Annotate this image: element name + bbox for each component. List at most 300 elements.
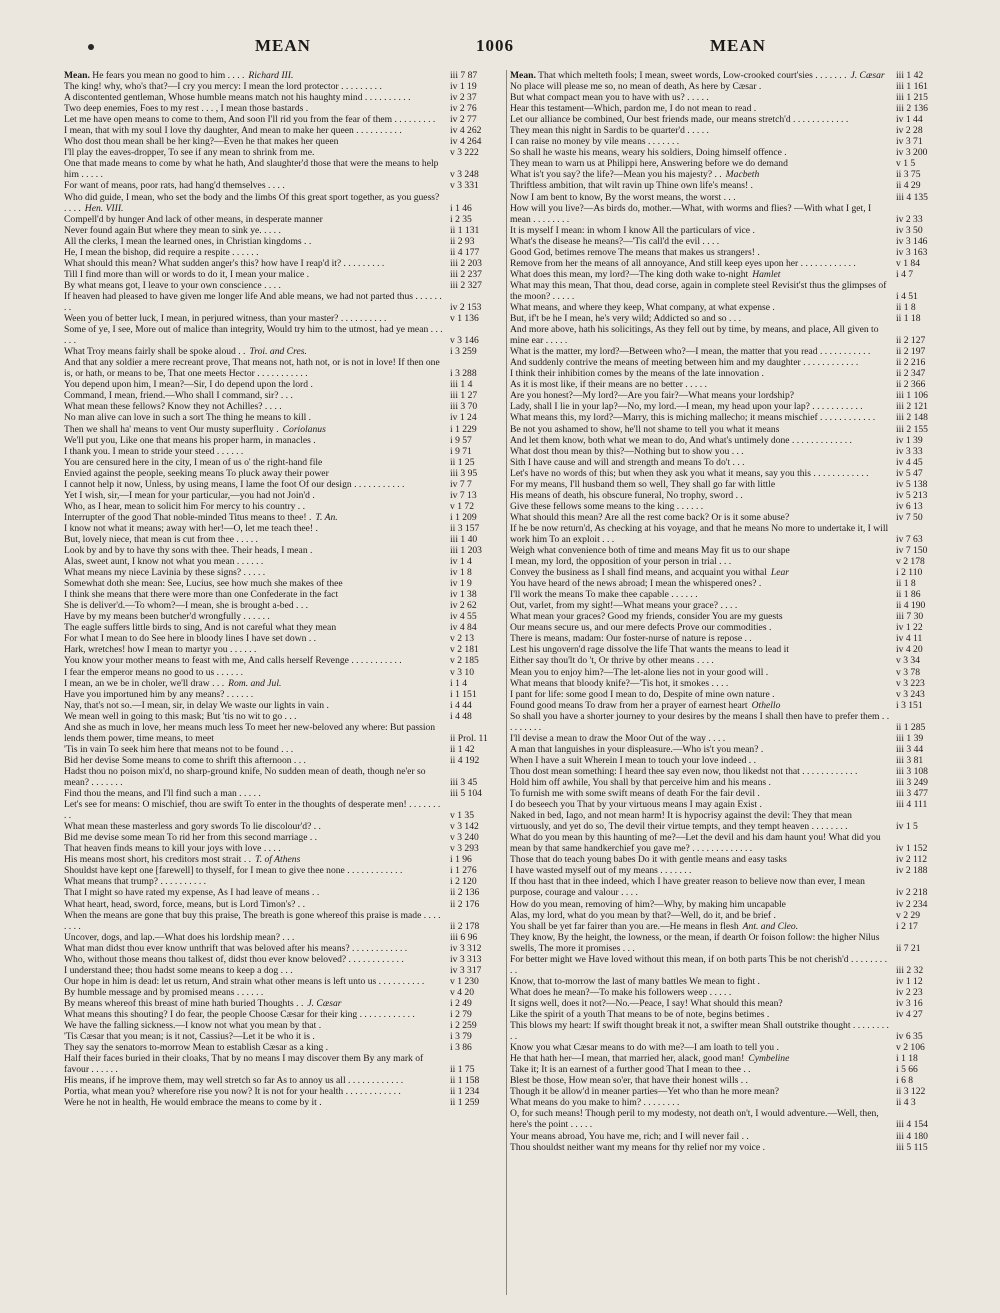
entry-quote [510,655,890,666]
act-scene-line-ref: iv 3 317 [450,964,482,976]
entry-quote [510,976,890,987]
concordance-entry [64,1009,506,1020]
entry-text: When I have a suit Wherein I mean to touch your love indeed . . [510,754,756,766]
concordance-entry [64,103,506,114]
concordance-entry [510,136,952,147]
act-scene-line-ref: iii 5 115 [896,1141,928,1153]
entry-text: A man that languishes in your displeasure.—Who is't you mean? . [510,743,764,755]
concordance-entry [64,1031,506,1042]
act-scene-line-ref: iii 3 81 [896,754,924,766]
concordance-entry [510,1086,952,1097]
entry-text: What may this mean, That thou, dead corse, again in complete steel Revisit'st thus the glimpses of the moon? . . . . . [510,279,887,302]
act-scene-line-ref: iv 3 71 [896,136,923,148]
entry-quote [510,81,890,92]
entry-quote [510,1053,890,1064]
entry-headword: Mean. [510,70,536,81]
entry-text: What's the disease he means?—'Tis call'd the evil . . . . [510,235,720,247]
concordance-entry [510,258,952,269]
concordance-entry [64,446,506,457]
entry-quote [64,81,444,92]
entry-text: No man alive can love in such a sort The thing he means to kill . [64,412,312,424]
concordance-entry [64,821,506,832]
concordance-entry [510,1131,952,1142]
entry-quote [64,799,444,821]
concordance-entry [510,147,952,158]
entry-text: He fears you mean no good to him . . . . [92,70,245,81]
act-scene-line-ref: ii 3 75 [896,169,921,181]
act-scene-line-ref: ii 2 347 [896,368,926,380]
entry-quote [64,722,444,744]
concordance-entry [64,678,506,689]
act-scene-line-ref: v 1 136 [450,313,479,325]
act-scene-line-ref: v 1 35 [450,810,474,822]
concordance-entry [510,379,952,390]
concordance-entry [510,479,952,490]
concordance-entry [510,611,952,622]
concordance-entry [510,854,952,865]
entry-quote [64,600,444,611]
act-scene-line-ref: i 1 209 [450,511,477,523]
entry-text: Who dost thou mean shall be her king?—Even he that makes her queen [64,136,339,148]
entry-text: Have you importuned him by any means? . . . . . . [64,688,254,700]
entry-text: Thriftless ambition, that wilt ravin up Thine own life's means! . [510,180,753,192]
concordance-entry [64,92,506,103]
entry-text: We mean well in going to this mask; But 'tis no wit to go . . . [64,710,297,722]
play-title: Macbeth [725,169,760,181]
act-scene-line-ref: ii 4 190 [896,600,926,612]
concordance-entry [510,180,952,191]
entry-quote [510,667,890,678]
entry-text: Your means abroad, You have me, rich; and I will never fail . . [510,1130,749,1142]
act-scene-line-ref: i 3 79 [450,1031,472,1043]
running-head-right: MEAN [710,36,766,55]
entry-quote [64,324,444,346]
concordance-entry [510,446,952,457]
entry-quote [64,854,444,865]
act-scene-line-ref: ii 1 25 [450,456,475,468]
act-scene-line-ref: iv 1 9 [450,578,472,590]
act-scene-line-ref: ii 4 29 [896,180,921,192]
act-scene-line-ref: iii 2 148 [896,412,928,424]
entry-quote [510,523,890,545]
entry-text: I think their inhibition comes by the means of the late innovation . [510,368,764,380]
concordance-entry [64,932,506,943]
entry-text: Two deep enemies, Foes to my rest . . . , I mean those bastards . [64,103,309,115]
entry-text: Mean you to enjoy him?—The let-alone lies not in your good will . [510,666,769,678]
concordance-entry [64,534,506,545]
concordance-entry [64,523,506,534]
entry-quote [510,147,890,158]
concordance-entry [510,976,952,987]
act-scene-line-ref: iii 3 44 [896,743,924,755]
bullet-mark [88,44,94,50]
concordance-entry [64,269,506,280]
concordance-entry [510,225,952,236]
act-scene-line-ref: ii 2 197 [896,346,926,358]
entry-quote [510,1009,890,1020]
entry-text: All the clerks, I mean the learned ones, in Christian kingdoms . . [64,235,312,247]
concordance-entry [510,236,952,247]
entry-text: Lady, shall I lie in your lap?—No, my lord.—I mean, my head upon your lap? . . . . . . . . . . . [510,401,863,413]
concordance-entry [64,225,506,236]
entry-text: But, if't be he I mean, he's very wild; Addicted so and so . . . [510,313,741,325]
act-scene-line-ref: iii 3 108 [896,765,928,777]
entry-quote [64,192,444,214]
concordance-entry [510,711,952,733]
entry-text: I have wasted myself out of my means . . . . . . . [510,865,692,877]
concordance-entry [64,965,506,976]
entry-text: Like the spirit of a youth That means to be of note, begins betimes . [510,1008,770,1020]
act-scene-line-ref: iv 2 218 [896,887,928,899]
entry-text: How will you live?—As birds do, mother.—What, with worms and flies? —With what I get, I mean . . . . . . . . [510,202,872,225]
entry-quote [510,357,890,368]
entry-quote [64,258,444,269]
act-scene-line-ref: i 3 151 [896,699,923,711]
entry-quote [510,247,890,258]
act-scene-line-ref: iv 2 234 [896,898,928,910]
entry-text: What Troy means fairly shall be spoke aloud . . [64,346,246,358]
concordance-entry [64,788,506,799]
act-scene-line-ref: iii 1 106 [896,390,928,402]
entry-quote [64,788,444,799]
act-scene-line-ref: v 2 106 [896,1042,925,1054]
act-scene-line-ref: iii 4 154 [896,1119,928,1131]
act-scene-line-ref: i 2 17 [896,920,918,932]
act-scene-line-ref: v 3 34 [896,655,920,667]
entry-text: Out, varlet, from my sight!—What means your grace? . . . . [510,600,738,612]
entry-quote [64,1020,444,1031]
entry-text: And she as much in love, her means much less To meet her new-beloved any where: But passion lends them power, time means, to meet [64,721,436,744]
entry-quote [64,136,444,147]
act-scene-line-ref: i 1 229 [450,423,477,435]
act-scene-line-ref: v 2 13 [450,633,474,645]
entry-text: Half their faces buried in their cloaks, That by no means I may discover them By any mark of favour . . . . . . [64,1053,424,1076]
concordance-entry [510,435,952,446]
act-scene-line-ref: iii 2 136 [896,103,928,115]
act-scene-line-ref: ii 1 42 [450,743,475,755]
act-scene-line-ref: iv 6 35 [896,1031,923,1043]
concordance-entry [510,247,952,258]
entry-quote [510,755,890,766]
entry-quote [510,1108,890,1130]
entry-quote [64,589,444,600]
entry-text: What man didst thou ever know unthrift that was beloved after his means? . . . . . . . . . . . . [64,942,408,954]
entry-quote [64,1075,444,1086]
entry-quote [510,1097,890,1108]
entry-text: What mean these masterless and gory swords To lie discolour'd? . . [64,821,321,833]
concordance-entry [64,424,506,435]
entry-quote [510,865,890,876]
entry-quote [64,346,444,357]
concordance-entry [510,876,952,898]
concordance-entry [64,291,506,313]
act-scene-line-ref: iv 3 200 [896,147,928,159]
concordance-entry [64,943,506,954]
entry-quote [510,479,890,490]
entry-quote [64,1042,444,1053]
concordance-entry [510,899,952,910]
concordance-entry [510,755,952,766]
concordance-entry [510,622,952,633]
concordance-entry [64,644,506,655]
act-scene-line-ref: v 3 240 [450,832,479,844]
entry-quote [64,158,444,180]
concordance-entry [510,799,952,810]
entry-quote [510,700,890,711]
entry-quote [64,280,444,291]
entry-quote [64,711,444,722]
act-scene-line-ref: i 9 71 [450,445,472,457]
concordance-entry [64,192,506,214]
concordance-entry [64,633,506,644]
concordance-entry [64,1097,506,1108]
concordance-entry [510,932,952,954]
entry-quote [510,346,890,357]
concordance-entry [64,722,506,744]
play-title: Cymbeline [748,1053,790,1065]
play-title: Hamlet [752,268,781,280]
act-scene-line-ref: i 4 44 [450,699,472,711]
act-scene-line-ref: iii 1 4 [450,379,473,391]
entry-quote [510,390,890,401]
entry-quote [64,446,444,457]
entry-quote [64,821,444,832]
entry-quote [64,876,444,887]
concordance-entry [64,567,506,578]
act-scene-line-ref: v 3 223 [896,677,925,689]
entry-text: She is deliver'd.—To whom?—I mean, she is brought a-bed . . . [64,600,309,612]
entry-text: I understand thee; thou hadst some means to keep a dog . . . [64,964,293,976]
concordance-entry [510,302,952,313]
entry-text: That heaven finds means to kill your joys with love . . . . [64,843,281,855]
concordance-entry [64,390,506,401]
entry-quote [510,468,890,479]
entry-text: Weigh what convenience both of time and means May fit us to our shape [510,545,790,557]
entry-quote [64,412,444,423]
concordance-entry [64,180,506,191]
entry-text: Interrupter of the good That noble-minded Titus means to thee! . [64,511,312,523]
act-scene-line-ref: ii 2 93 [450,235,475,247]
concordance-entry [64,357,506,379]
entry-text: Command, I mean, friend.—Who shall I command, sir? . . . [64,390,293,402]
act-scene-line-ref: iii 3 45 [450,777,478,788]
entry-text: Hold him off awhile, You shall by that perceive him and his means . [510,777,771,788]
act-scene-line-ref: ii 4 177 [450,246,480,258]
act-scene-line-ref: ii 1 18 [896,313,921,325]
concordance-entry [510,512,952,523]
concordance-entry [510,744,952,755]
concordance-entry [510,368,952,379]
entry-quote [64,655,444,666]
entry-quote [64,313,444,324]
act-scene-line-ref: iv 2 33 [896,213,923,225]
entry-quote [510,1131,890,1142]
entry-quote [510,832,890,854]
act-scene-line-ref: v 1 72 [450,500,474,512]
act-scene-line-ref: iv 3 50 [896,224,923,236]
concordance-entry [510,313,952,324]
entry-text: They mean to warn us at Philippi here, Answering before we do demand [510,158,788,170]
act-scene-line-ref: ii 2 176 [450,898,480,910]
concordance-entry [510,523,952,545]
entry-quote [510,192,890,203]
entry-text: Who, without those means thou talkest of, didst thou ever know beloved? . . . . . . . . . . . . [64,953,404,965]
concordance-entry [64,158,506,180]
concordance-entry [510,667,952,678]
concordance-entry [510,1009,952,1020]
entry-text: Look by and by to have thy sons with thee. Their heads, I mean . [64,545,313,557]
concordance-entry [510,192,952,203]
entry-quote [510,1020,890,1042]
entry-text: His means of death, his obscure funeral, No trophy, sword . . [510,489,743,501]
entry-text: He, I mean the bishop, did require a respite . . . . . . [64,246,259,258]
entry-text: Envied against the people, seeking means To pluck away their power [64,467,329,479]
concordance-entry [510,114,952,125]
concordance-entry [510,346,952,357]
entry-quote [64,622,444,633]
entry-text: You know your mother means to feast with me, And calls herself Revenge . . . . . . . . . . . [64,655,402,667]
entry-quote [510,92,890,103]
entry-text: What mean your graces? Good my friends, consider You are my guests [510,611,783,623]
entry-text: Good God, betimes remove The means that makes us strangers! . [510,246,760,258]
entry-quote [510,987,890,998]
entry-quote [510,412,890,423]
entry-quote [64,932,444,943]
entry-quote [510,733,890,744]
act-scene-line-ref: iv 1 8 [450,567,472,579]
entry-text: What means, and where they keep, What company, at what expense . [510,301,775,313]
entry-quote [64,424,444,435]
concordance-entry [64,490,506,501]
act-scene-line-ref: i 2 110 [896,567,923,579]
entry-text: Naked in bed, Iago, and not mean harm! It is hypocrisy against the devil: They that mean virtuously, and yet do so, The devil their virtue tempts, and they tempt heaven . . . . . . . . [510,810,852,833]
concordance-entry [64,711,506,722]
entry-quote [64,1031,444,1042]
entry-text: If heaven had pleased to have given me longer life And able means, we had not parted thus . . . . . . . . [64,290,442,313]
entry-text: You shall be yet far fairer than you are.—He means in flesh [510,920,739,932]
entry-text: What mean these fellows? Know they not Achilles? . . . . [64,401,282,413]
entry-text: You are censured here in the city, I mean of us o' the right-hand file [64,456,323,468]
entry-quote [510,1075,890,1086]
entry-quote [64,633,444,644]
act-scene-line-ref: v 3 222 [450,147,479,159]
act-scene-line-ref: ii 7 21 [896,942,921,954]
entry-quote [510,921,890,932]
concordance-entry [510,1064,952,1075]
concordance-entry [510,810,952,832]
concordance-entry [510,644,952,655]
entry-quote [510,644,890,655]
entry-text: Hear this testament—Which, pardon me, I do not mean to read . [510,103,757,115]
act-scene-line-ref: iii 1 39 [896,732,924,744]
act-scene-line-ref: iii 4 180 [896,1130,928,1142]
running-head-left: MEAN [255,36,311,55]
act-scene-line-ref: i 4 7 [896,268,914,280]
entry-quote [510,678,890,689]
act-scene-line-ref: iii 2 203 [450,257,482,269]
entry-quote [510,136,890,147]
entry-text: I cannot help it now, Unless, by using means, I lame the foot Of our design . . . . . . . . . . . [64,478,405,490]
concordance-entry [510,81,952,92]
entry-quote [64,180,444,191]
act-scene-line-ref: iv 1 22 [896,622,923,634]
entry-text: I mean, an we be in choler, we'll draw . . . [64,677,225,689]
act-scene-line-ref: iv 4 27 [896,1008,923,1020]
act-scene-line-ref: iii 3 70 [450,401,478,413]
entry-quote [510,788,890,799]
entry-quote [64,843,444,854]
entry-text: For what I mean to do See here in bloody lines I have set down . . [64,633,317,645]
act-scene-line-ref: iv 1 38 [450,589,477,601]
entry-quote [510,854,890,865]
entry-text: Till I find more than will or words to do it, I mean your malice . [64,268,310,280]
entry-text: What means this, my lord?—Marry, this is miching mallecho; it means mischief . . . . . . . . . . . . [510,412,876,424]
entry-quote [64,236,444,247]
entry-text: And suddenly contrive the means of meeting between him and my daughter . . . . . . . . . . . . [510,357,859,369]
concordance-entry [64,976,506,987]
entry-text: Alas, my lord, what do you mean by that?—Well, do it, and be brief . [510,909,776,921]
act-scene-line-ref: i 6 8 [896,1075,914,1087]
concordance-entry [64,865,506,876]
act-scene-line-ref: v 1 84 [896,257,920,269]
entry-text: To furnish me with some swift means of death For the fair devil . [510,788,760,800]
entry-text: What means this shouting? I do fear, the people Choose Cæsar for their king . . . . . . . . . . . . [64,1008,415,1020]
act-scene-line-ref: iv 4 264 [450,136,482,148]
entry-text: Shouldst have kept one [farewell] to thyself, for I mean to give thee none . . . . . . . . . . . . [64,865,403,877]
entry-quote [510,876,890,898]
concordance-entry [64,125,506,136]
act-scene-line-ref: ii 1 8 [896,578,916,590]
entry-text: By humble message and by promised means . . . . . . [64,986,264,998]
act-scene-line-ref: v 1 5 [896,158,916,170]
act-scene-line-ref: i 4 51 [896,290,918,302]
concordance-entry [64,247,506,258]
entry-quote [510,998,890,1009]
concordance-entry [510,567,952,578]
entry-text: For my means, I'll husband them so well, They shall go far with little [510,478,776,490]
concordance-entry [510,700,952,711]
concordance-entry [64,457,506,468]
act-scene-line-ref: ii 2 136 [450,887,480,899]
entry-quote [510,70,890,81]
concordance-entry [64,214,506,225]
act-scene-line-ref: v 3 331 [450,180,479,192]
act-scene-line-ref: ii 2 216 [896,357,926,369]
entry-text: Ween you of better luck, I mean, in perjured witness, than your master? . . . . . . . . . . [64,313,387,325]
entry-quote [510,169,890,180]
entry-quote [64,147,444,158]
act-scene-line-ref: iii 1 161 [896,81,928,93]
act-scene-line-ref: i 5 66 [896,1064,918,1076]
concordance-entry [64,1053,506,1075]
concordance-entry [510,921,952,932]
play-title: Troi. and Cres. [249,346,307,358]
entry-text: I fear the emperor means no good to us . . . . . . [64,666,244,678]
entry-quote [510,446,890,457]
entry-quote [510,324,890,346]
entry-text: Let me have open means to come to them, And soon I'll rid you from the fear of them . . . . . . . . . [64,114,436,126]
act-scene-line-ref: iii 1 42 [896,70,924,81]
entry-text: Our hope in him is dead: let us return, And strain what other means is left unto us . . . . . . . . . . [64,975,425,987]
entry-quote [64,379,444,390]
concordance-entry [510,1108,952,1130]
act-scene-line-ref: iv 1 19 [450,81,477,93]
play-title: J. Cæsar [307,997,342,1009]
entry-text: What does this mean, my lord?—The king doth wake to-night [510,268,749,280]
concordance-entry [64,1075,506,1086]
concordance-entry [64,81,506,92]
entry-quote [64,114,444,125]
